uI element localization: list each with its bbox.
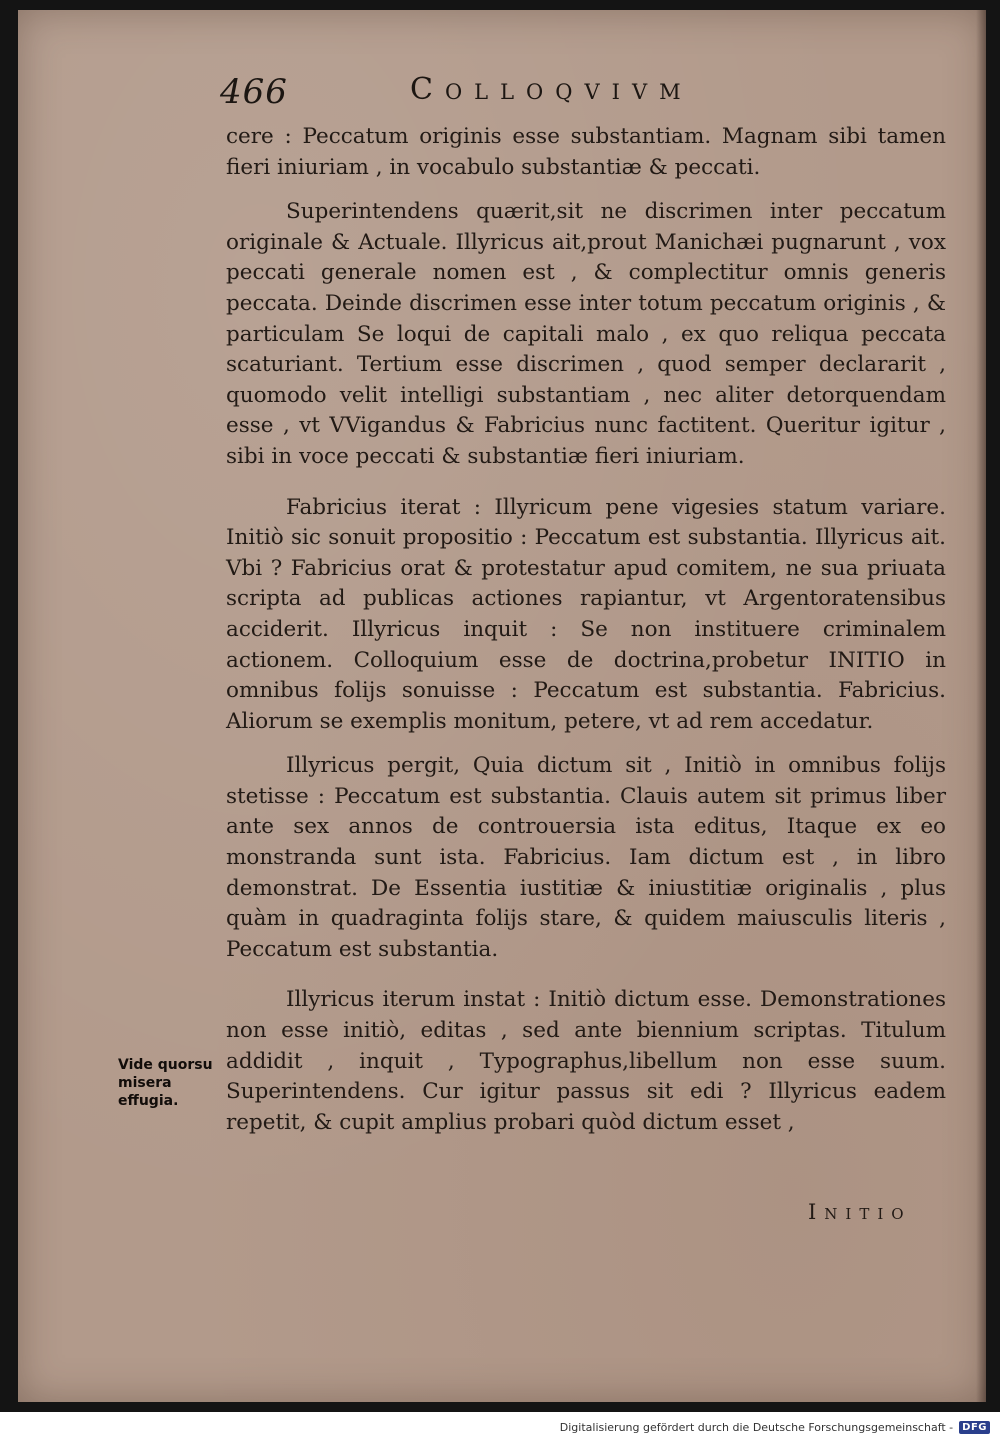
- paragraph-5: Illyricus iterum instat : Initiò dictum esse. Demonstrationes non esse initiò, editas , sed ante biennium scriptas. Titulum addidit , inquit , Typographus,libellum non esse suum. Superintendens. Cur igitur passus sit edi ? Illyricus eadem repetit, & cupit amplius probari quòd dictum esset ,: [226, 987, 946, 1135]
- page-header: [220, 72, 940, 112]
- digitization-footer: [560, 1418, 990, 1436]
- paragraph-3: Fabricius iterat : Illyricum pene vigesies statum variare. Initiò sic sonuit propositio : Peccatum est substantia. Illyricus ait. Vbi ? Fabricius orat & protestatur apud comitem, ne sua priuata scripta ad publicas actiones rapiantur, vt Argentoratensibus acciderit. Illyricus inquit : Se non instituere criminalem actionem. Colloquium esse de doctrina,probetur INITIO in omnibus folijs sonuisse : Peccatum est substantia. Fabricius. Aliorum se exemplis monitum, petere, vt ad rem accedatur.: [226, 494, 946, 734]
- dfg-logo-icon: DFG: [959, 1421, 990, 1434]
- catchword: Initio: [808, 1200, 912, 1224]
- main-text-block: [226, 122, 946, 1148]
- paragraph-1: cere : Peccatum originis esse substantiam. Magnam sibi tamen fieri iniuriam , in vocabulo substantiæ & peccati.: [226, 124, 946, 180]
- footer-credit: Digitalisierung gefördert durch die Deutsche Forschungsgemeinschaft -: [559, 1420, 954, 1434]
- paragraph-2: Superintendens quærit,sit ne discrimen inter peccatum originale & Actuale. Illyricus ait,prout Manichæi pugnarunt , vox peccati generale nomen est , & complectitur omnis generis peccata. Deinde discrimen esse inter totum peccatum originis , & particulam Se loqui de capitali malo , ex quo reliqua peccata scaturiant. Tertium esse discrimen , quod semper declararit , quomodo velit intelligi substantiam , nec aliter detorquendam esse , vt VVigandus & Fabricius nunc factitent. Queritur igitur , sibi in voce peccati & substantiæ fieri iniuriam.: [226, 199, 946, 469]
- marginal-note: Vide quorsu misera effugia.: [118, 1057, 213, 1109]
- running-title: Colloqvivm: [410, 72, 693, 107]
- paragraph-4: Illyricus pergit, Quia dictum sit , Initiò in omnibus folijs stetisse : Peccatum est substantia. Clauis autem sit primus liber ante sex annos de controuersia ista editus, Itaque ex eo monstranda sunt ista. Fabricius. Iam dictum est , in libro demonstrat. De Essentia iustitiæ & iniustitiæ originalis , plus quàm in quadraginta folijs stare, & quidem maiusculis literis , Peccatum est substantia.: [226, 753, 946, 962]
- page-number: 466: [220, 72, 288, 112]
- page-edge-shadow: [976, 10, 986, 1402]
